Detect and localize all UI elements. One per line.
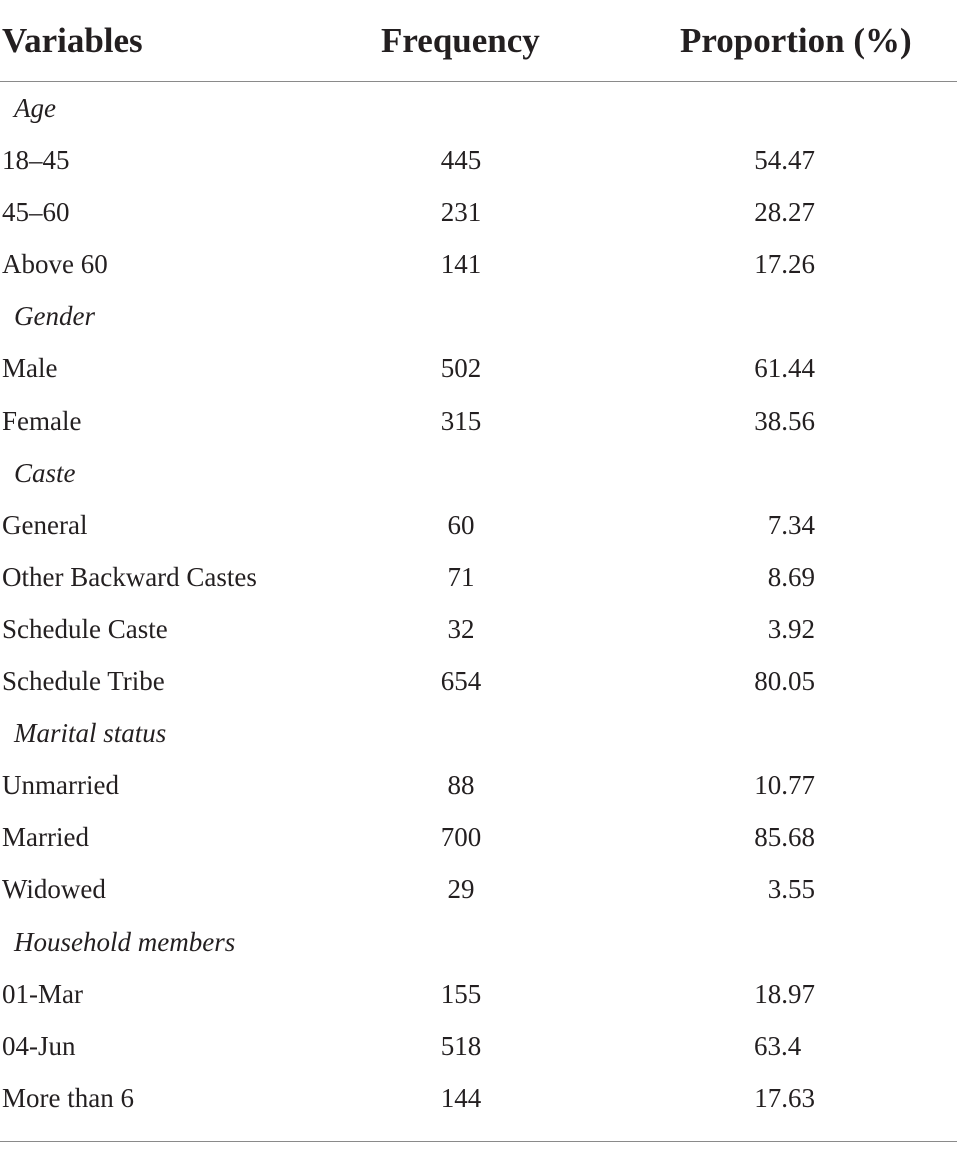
- table-row: [0, 968, 957, 1020]
- section-row: [0, 290, 957, 342]
- table-body: [0, 82, 957, 1124]
- variable-label: Married: [2, 822, 89, 853]
- table-row: [0, 655, 957, 707]
- variable-label: Female: [2, 405, 82, 436]
- table-row: [0, 186, 957, 238]
- proportion-cell: 17.63: [754, 1082, 815, 1113]
- table-row: [0, 863, 957, 915]
- proportion-cell: 10.77: [754, 770, 815, 801]
- frequency-value: 654: [440, 666, 482, 697]
- variable-label: General: [2, 509, 88, 540]
- frequency-value: 60: [447, 509, 475, 540]
- table-row: [0, 759, 957, 811]
- proportion-cell: 18.97: [754, 978, 815, 1009]
- section-row: [0, 82, 957, 134]
- proportion-cell: 61.44: [754, 353, 815, 384]
- proportion-cell: 8.69: [767, 561, 815, 592]
- frequency-value: 700: [440, 822, 482, 853]
- variable-label: 01-Mar: [2, 978, 83, 1009]
- frequency-value: 315: [440, 405, 482, 436]
- section-row: [0, 916, 957, 968]
- variable-label: Schedule Caste: [2, 613, 168, 644]
- section-row: [0, 447, 957, 499]
- frequency-value: 155: [440, 978, 482, 1009]
- proportion-cell: 3.55: [767, 874, 815, 905]
- proportion-cell: 3.92: [767, 613, 815, 644]
- proportion-cell: 80.05: [754, 666, 815, 697]
- frequency-value: 445: [440, 145, 482, 176]
- frequency-value: 29: [447, 874, 475, 905]
- variable-label: More than 6: [2, 1082, 134, 1113]
- frequency-value: 231: [440, 197, 482, 228]
- proportion-cell: 85.68: [754, 822, 815, 853]
- variable-label: Schedule Tribe: [2, 666, 165, 697]
- table-row: [0, 551, 957, 603]
- frequency-value: 32: [447, 613, 475, 644]
- section-label: Marital status: [14, 718, 167, 749]
- table-header: [0, 0, 957, 82]
- variable-label: Above 60: [2, 249, 108, 280]
- table-row: [0, 395, 957, 447]
- table-row: [0, 238, 957, 290]
- variable-label: Widowed: [2, 874, 106, 905]
- proportion-cell: 63.4: [754, 1030, 802, 1061]
- section-label: Caste: [14, 457, 76, 488]
- header-variables: Variables: [2, 21, 143, 60]
- proportion-cell: 17.26: [754, 249, 815, 280]
- header-frequency: Frequency: [381, 21, 540, 60]
- frequency-value: 141: [440, 249, 482, 280]
- variable-label: 18–45: [2, 145, 70, 176]
- frequency-value: 88: [447, 770, 475, 801]
- frequency-value: 502: [440, 353, 482, 384]
- proportion-cell: 28.27: [754, 197, 815, 228]
- proportion-cell: 38.56: [754, 405, 815, 436]
- section-label: Gender: [14, 301, 95, 332]
- frequency-value: 144: [440, 1082, 482, 1113]
- frequency-value: 518: [440, 1030, 482, 1061]
- frequency-value: 71: [447, 561, 475, 592]
- variable-label: 04-Jun: [2, 1030, 76, 1061]
- variable-label: 45–60: [2, 197, 70, 228]
- header-proportion: Proportion (%): [680, 21, 912, 60]
- variable-label: Male: [2, 353, 58, 384]
- table-row: [0, 811, 957, 863]
- table-row: [0, 1072, 957, 1124]
- table-row: [0, 1020, 957, 1072]
- section-label: Age: [14, 93, 56, 123]
- table-row: [0, 603, 957, 655]
- variable-label: Other Backward Castes: [2, 561, 257, 592]
- table-row: [0, 342, 957, 394]
- table-bottom-rule: [0, 1141, 957, 1142]
- section-label: Household members: [14, 926, 236, 957]
- table-row: [0, 499, 957, 551]
- table-row: [0, 134, 957, 186]
- variable-label: Unmarried: [2, 770, 119, 801]
- proportion-cell: 7.34: [767, 509, 815, 540]
- proportion-cell: 54.47: [754, 145, 815, 176]
- section-row: [0, 707, 957, 759]
